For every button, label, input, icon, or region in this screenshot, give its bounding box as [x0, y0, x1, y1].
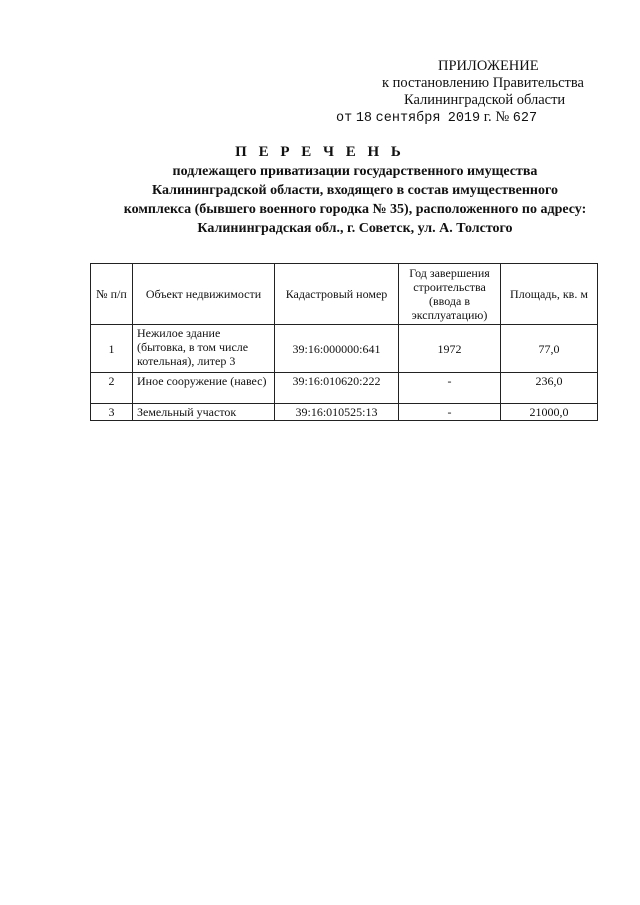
cell-number: 1 — [91, 325, 133, 373]
decree-number: 627 — [512, 111, 538, 126]
subtitle-line: подлежащего приватизации государственного имущества — [172, 164, 538, 179]
cell-object: Иное сооружение (навес) — [133, 373, 275, 404]
appendix-date-line — [330, 109, 620, 127]
subtitle-line: Калининградская обл., г. Советск, ул. А. Толстого — [197, 221, 513, 236]
subtitle-line: Калининградской области, входящего в состав имущественного — [152, 183, 558, 198]
date-prefix: от — [336, 111, 353, 126]
document-subtitle — [95, 162, 615, 238]
cell-area: 236,0 — [501, 373, 598, 404]
date-year-num: 2019 — [447, 111, 481, 126]
property-table — [90, 263, 598, 421]
appendix-title: ПРИЛОЖЕНИЕ — [438, 58, 539, 74]
table-row — [91, 325, 598, 373]
date-month: сентября — [375, 111, 441, 126]
cell-object: Нежилое здание (бытовка, в том числе котельная), литер 3 — [133, 325, 275, 373]
header-cadastral: Кадастровый номер — [275, 264, 399, 325]
cell-cadastral: 39:16:000000:641 — [275, 325, 399, 373]
cell-cadastral: 39:16:010525:13 — [275, 404, 399, 421]
appendix-block — [330, 58, 620, 127]
cell-object: Земельный участок — [133, 404, 275, 421]
header-number: № п/п — [91, 264, 133, 325]
table-row — [91, 373, 598, 404]
header-object: Объект недвижимости — [133, 264, 275, 325]
table-row — [91, 404, 598, 421]
header-area: Площадь, кв. м — [501, 264, 598, 325]
document-title: П Е Р Е Ч Е Н Ь — [235, 144, 405, 160]
date-day: 18 — [355, 111, 373, 126]
cell-number: 2 — [91, 373, 133, 404]
cell-year: - — [399, 404, 501, 421]
header-year: Год завершения строительства (ввода в эксплуатацию) — [399, 264, 501, 325]
subtitle-line: комплекса (бывшего военного городка № 35), расположенного по адресу: — [123, 202, 587, 217]
cell-cadastral: 39:16:010620:222 — [275, 373, 399, 404]
cell-year: 1972 — [399, 325, 501, 373]
cell-year: - — [399, 373, 501, 404]
cell-area: 21000,0 — [501, 404, 598, 421]
cell-area: 77,0 — [501, 325, 598, 373]
cell-number: 3 — [91, 404, 133, 421]
date-year: г. — [483, 109, 492, 125]
appendix-decree-line: к постановлению Правительства — [382, 75, 584, 91]
table-header-row — [91, 264, 598, 325]
appendix-region-line: Калининградской области — [404, 92, 566, 108]
number-sign: № — [495, 109, 510, 125]
